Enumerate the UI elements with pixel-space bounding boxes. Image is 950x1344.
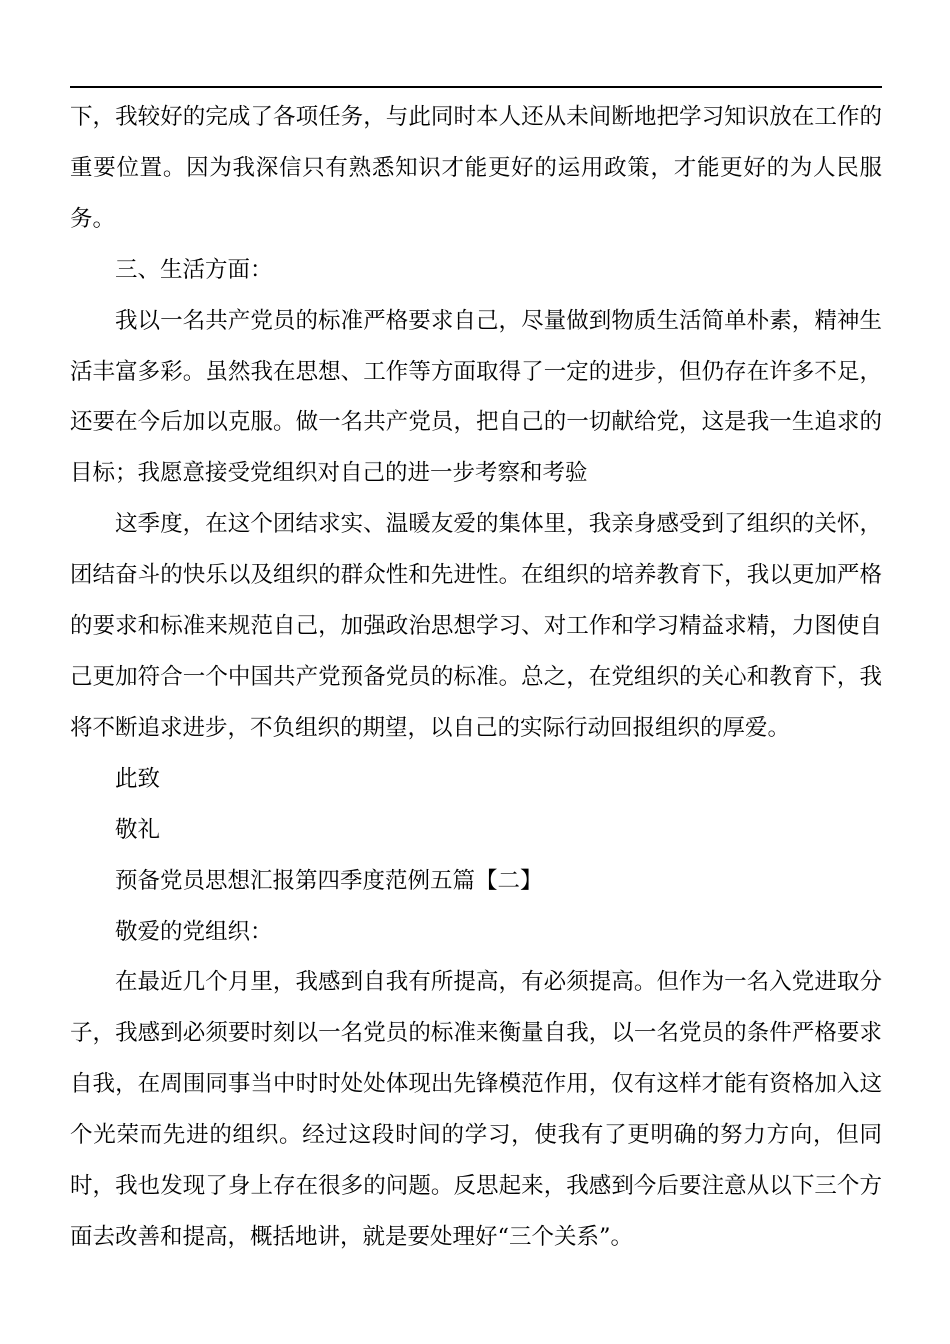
closing-jingli: 敬礼 bbox=[115, 816, 161, 843]
part-two-title: 预备党员思想汇报第四季度范例五篇【二】 bbox=[115, 867, 543, 894]
header-rule bbox=[70, 86, 882, 88]
closing-cizhi: 此致 bbox=[115, 765, 161, 792]
salutation: 敬爱的党组织： bbox=[115, 918, 273, 945]
paragraph-quarter: 这季度，在这个团结求实、温暖友爱的集体里，我亲身感受到了组织的关怀，团结奋斗的快乐以及组织的群众性和先进性。在组织的培养教育下，我以更加严格的要求和标准来规范自己，加强政治思想学习、对工作和学习精益求精，力图使自己更加符合一个中国共产党预备党员的标准。总之，在党组织的关心和教育下，我将不断追求进步，不负组织的期望，以自己的实际行动回报组织的厚爱。 bbox=[70, 511, 882, 741]
document-body bbox=[70, 92, 882, 1263]
paragraph-continuation: 下，我较好的完成了各项任务，与此同时本人还从未间断地把学习知识放在工作的重要位置。因为我深信只有熟悉知识才能更好的运用政策，才能更好的为人民服务。 bbox=[70, 104, 882, 232]
paragraph-life: 我以一名共产党员的标准严格要求自己，尽量做到物质生活简单朴素，精神生活丰富多彩。虽然我在思想、工作等方面取得了一定的进步，但仍存在许多不足，还要在今后加以克服。做一名共产党员，把自己的一切献给党，这是我一生追求的目标；我愿意接受党组织对自己的进一步考察和考验 bbox=[70, 307, 882, 487]
section-heading-life: 三、生活方面： bbox=[115, 256, 273, 283]
paragraph-recent: 在最近几个月里，我感到自我有所提高，有必须提高。但作为一名入党进取分子，我感到必须要时刻以一名党员的标准来衡量自我，以一名党员的条件严格要求自我，在周围同事当中时时处处体现出先锋模范作用，仅有这样才能有资格加入这个光荣而先进的组织。经过这段时间的学习，使我有了更明确的努力方向，但同时，我也发现了身上存在很多的问题。反思起来，我感到今后要注意从以下三个方面去改善和提高，概括地讲，就是要处理好“三个关系”。 bbox=[70, 969, 882, 1250]
